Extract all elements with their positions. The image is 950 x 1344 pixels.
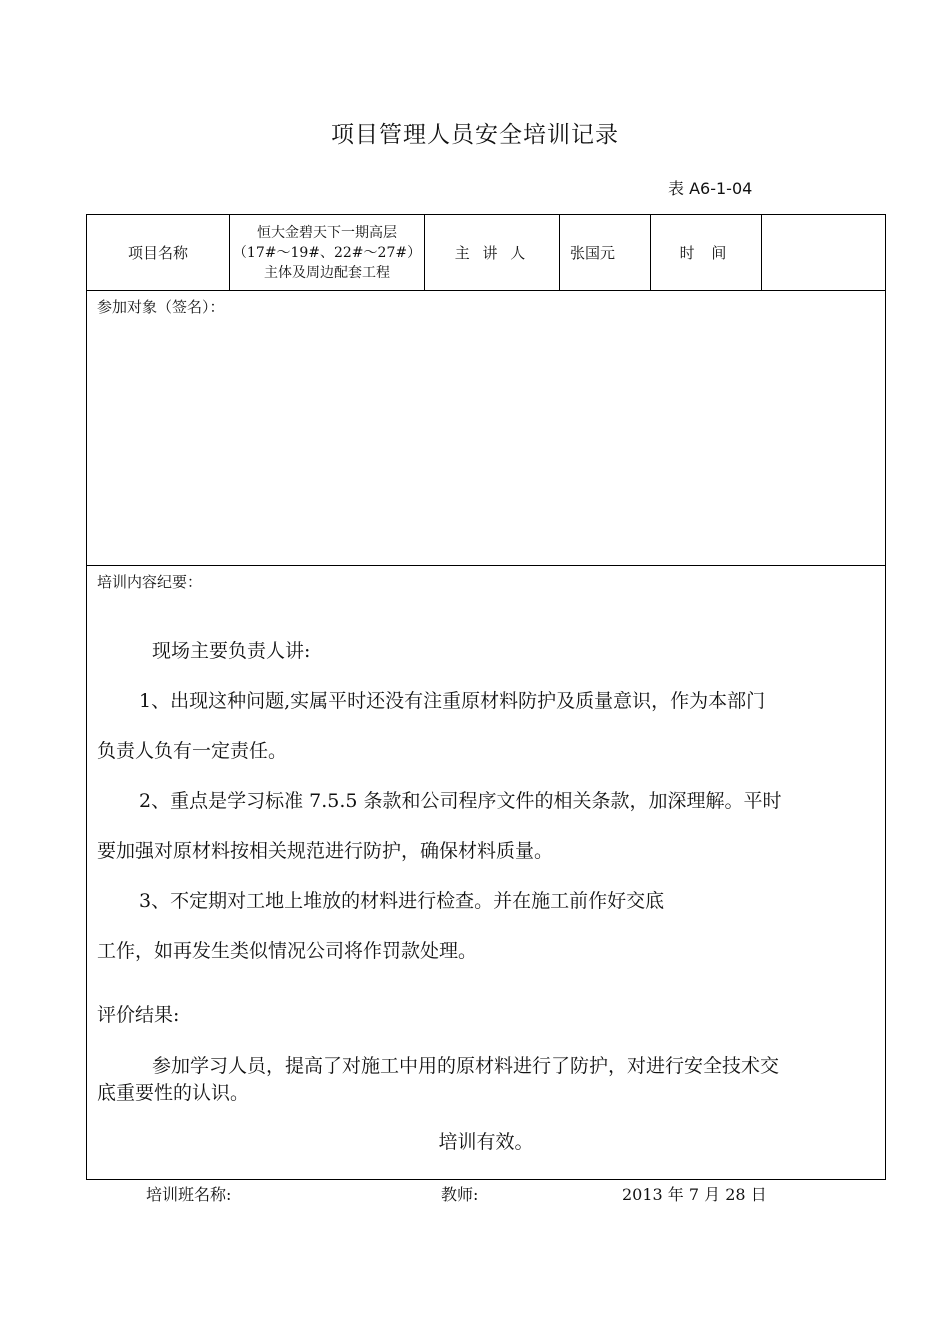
evaluation-label: 评价结果: xyxy=(97,1004,180,1026)
participants-section xyxy=(87,291,885,566)
class-name-label: 培训班名称: xyxy=(146,1185,232,1204)
time-label: 时 间 xyxy=(679,244,733,262)
content-item-2-line-2: 要加强对原材料按相关规范进行防护，确保材料质量。 xyxy=(97,840,554,862)
content-item-3-line-1: 3、不定期对工地上堆放的材料进行检查。并在施工前作好交底 xyxy=(139,890,665,912)
project-name-label: 项目名称 xyxy=(127,244,188,262)
content-item-2-line-1: 2、重点是学习标准 7.5.5 条款和公司程序文件的相关条款，加深理解。平时 xyxy=(139,790,782,812)
training-content-section xyxy=(87,566,885,1179)
page-title: 项目管理人员安全培训记录 xyxy=(331,122,619,148)
teacher-label: 教师: xyxy=(441,1185,479,1204)
speaker-label: 主 讲 人 xyxy=(454,244,530,262)
evaluation-line-2: 底重要性的认识。 xyxy=(97,1082,250,1104)
project-name-line: 恒大金碧天下一期高层 xyxy=(257,224,397,241)
evaluation-line-1: 参加学习人员，提高了对施工中用的原材料进行了防护，对进行安全技术交 xyxy=(152,1055,780,1077)
record-date: 2013 年 7 月 28 日 xyxy=(622,1185,767,1204)
content-label: 培训内容纪要： xyxy=(97,573,203,591)
speaker-name: 张国元 xyxy=(570,244,616,262)
participants-label: 参加对象（签名）： xyxy=(97,298,225,316)
form-number: 表 A6-1-04 xyxy=(668,179,753,198)
project-name-value xyxy=(230,215,424,290)
time-value xyxy=(762,215,886,290)
content-intro: 现场主要负责人讲: xyxy=(152,640,311,662)
project-name-line: 主体及周边配套工程 xyxy=(264,264,390,281)
content-item-3-line-2: 工作，如再发生类似情况公司将作罚款处理。 xyxy=(97,940,478,962)
project-name-line: （17#～19#、22#～27#） xyxy=(232,244,422,261)
training-record-form xyxy=(86,214,886,1180)
content-item-1-line-2: 负责人负有一定责任。 xyxy=(97,740,288,762)
evaluation-result: 培训有效。 xyxy=(438,1131,534,1153)
content-item-1-line-1: 1、出现这种问题,实属平时还没有注重原材料防护及质量意识，作为本部门 xyxy=(139,690,766,712)
header-row xyxy=(87,215,885,291)
